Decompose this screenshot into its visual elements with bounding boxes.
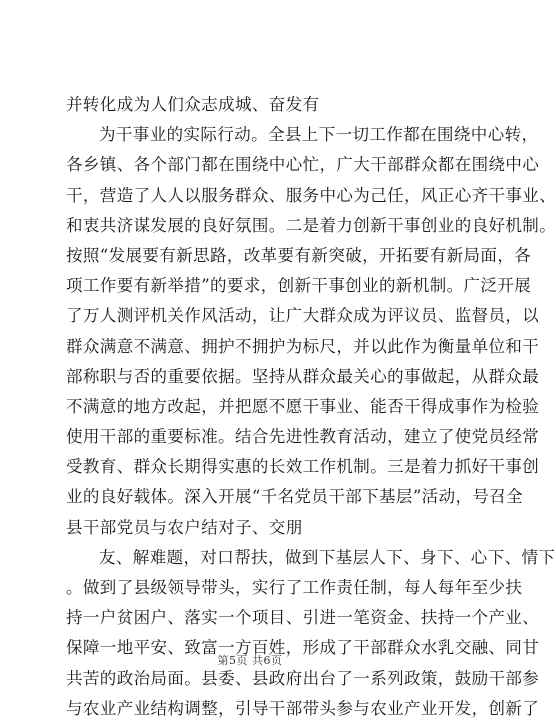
text-line: 保障一地平安、致富一方百姓，形成了干部群众水乳交融、同甘	[66, 638, 540, 658]
text-line: 为干事业的实际行动。全县上下一切工作都在围绕中心转，	[99, 125, 539, 145]
text-line: 了万人测评机关作风活动，让广大群众成为评议员、监督员，以	[66, 306, 540, 326]
text-line: 与农业产业结构调整，引导干部带头参与农业产业开发，创新了	[66, 698, 540, 718]
text-line: 各乡镇、各个部门都在围绕中心忙，广大干部群众都在围绕中心	[66, 155, 540, 175]
text-line: 按照“发展要有新思路，改革要有新突破，开拓要有新局面，各	[66, 245, 532, 265]
text-line: 部称职与否的重要依据。坚持从群众最关心的事做起，从群众最	[66, 366, 540, 386]
text-line: 群众满意不满意、拥护不拥护为标尺，并以此作为衡量单位和干	[66, 336, 540, 356]
text-line: 共苦的政治局面。县委、县政府出台了一系列政策，鼓励干部参	[66, 668, 540, 688]
body-text	[66, 90, 556, 724]
text-line: 使用干部的重要标准。结合先进性教育活动，建立了使党员经常	[66, 427, 540, 447]
text-line: 业的良好载体。深入开展“千名党员干部下基层”活动，号召全	[66, 487, 524, 507]
text-line: 持一户贫困户、落实一个项目、引进一笔资金、扶持一个产业、	[66, 608, 540, 628]
text-line: 。做到了县级领导带头，实行了工作责任制，每人每年至少扶	[66, 578, 523, 597]
text-line: 和衷共济谋发展的良好氛围。二是着力创新干事创业的良好机制。	[66, 215, 556, 235]
text-line: 县干部党员与农户结对子、交朋	[66, 517, 303, 537]
text-line: 项工作要有新举措”的要求，创新干事创业的新机制。广泛开展	[66, 276, 532, 296]
text-line: 友、解难题，对口帮扶，做到下基层人下、身下、心下、情下	[99, 547, 556, 567]
page-number-footer: 第5页 共6页	[217, 654, 283, 667]
text-line: 并转化成为人们众志成城、奋发有	[66, 95, 320, 114]
text-line: 干，营造了人人以服务群众、服务中心为己任，风正心齐干事业、	[66, 185, 556, 205]
text-line: 不满意的地方改起，并把愿不愿干事业、能否干得成事作为检验	[66, 396, 540, 416]
text-line: 受教育、群众长期得实惠的长效工作机制。三是着力抓好干事创	[66, 457, 540, 477]
